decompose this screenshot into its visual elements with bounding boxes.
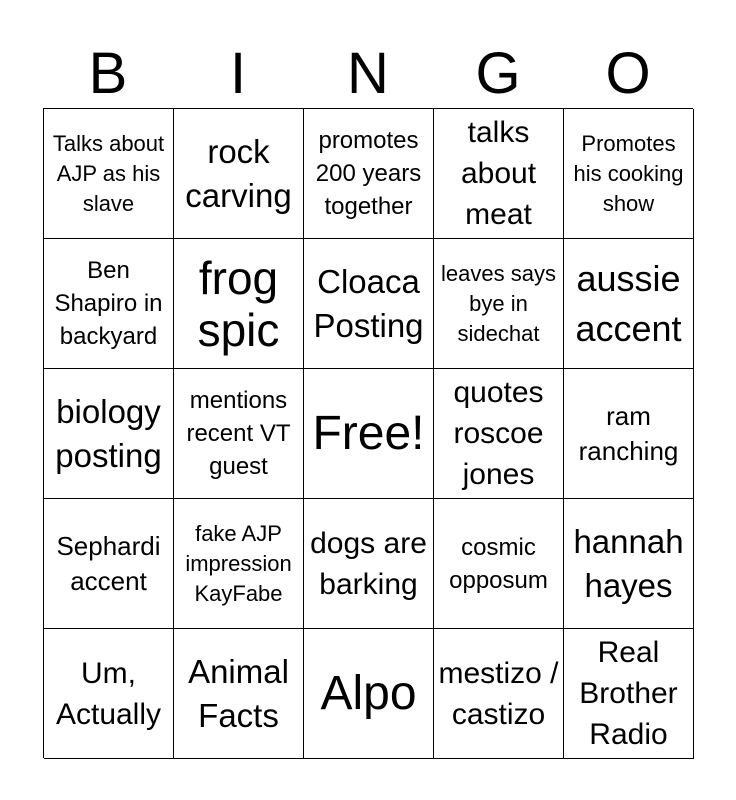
bingo-cell[interactable] [304,239,434,369]
cell-text: mestizo / castizo [438,656,559,731]
bingo-cell[interactable] [174,629,304,759]
cell-text: Alpo [320,666,417,720]
cell-text: Ben Shapiro in backyard [54,257,163,350]
cell-text: quotes roscoe jones [453,376,544,491]
bingo-cell[interactable] [44,629,174,759]
cell-text: dogs are barking [310,526,427,601]
bingo-cell[interactable] [304,629,434,759]
cell-text: Cloaca Posting [313,262,424,344]
cell-text: frog spic [197,251,280,356]
bingo-cell[interactable] [434,109,564,239]
bingo-cell[interactable] [174,109,304,239]
cell-text: ram ranching [578,400,679,466]
bingo-cell[interactable] [174,499,304,629]
cell-text: Free! [312,406,425,460]
cell-text: cosmic opposum [449,533,548,594]
cell-text: rock carving [185,132,292,214]
bingo-header [43,40,693,108]
cell-text: Real Brother Radio [579,636,678,751]
bingo-cell[interactable] [174,369,304,499]
bingo-cell[interactable] [174,239,304,369]
cell-text: Promotes his cooking show [573,130,684,216]
cell-text: Um, Actually [55,656,162,731]
header-letter-b: B [88,41,128,106]
cell-text: talks about meat [460,116,537,231]
bingo-cell[interactable] [304,109,434,239]
cell-text: aussie accent [575,257,682,349]
header-letter-g: G [475,41,521,106]
bingo-cell[interactable] [434,239,564,369]
bingo-cell[interactable] [44,109,174,239]
bingo-cell[interactable] [564,239,694,369]
bingo-cell[interactable] [434,629,564,759]
cell-text: biology posting [55,392,162,474]
cell-text: fake AJP impression KayFabe [185,520,292,606]
bingo-cell[interactable] [434,369,564,499]
bingo-cell[interactable] [434,499,564,629]
bingo-cell[interactable] [564,629,694,759]
bingo-cell[interactable] [564,369,694,499]
bingo-cell[interactable] [44,369,174,499]
bingo-cell[interactable] [44,499,174,629]
header-letter-o: O [605,41,651,106]
cell-text: Talks about AJP as his slave [52,130,165,216]
bingo-board [43,108,693,758]
cell-text: leaves says bye in sidechat [441,260,556,346]
cell-text: hannah hayes [573,522,684,604]
cell-text: mentions recent VT guest [186,387,291,480]
bingo-free-cell[interactable] [304,369,434,499]
bingo-cell[interactable] [304,499,434,629]
cell-text: Sephardi accent [56,530,161,596]
bingo-cell[interactable] [564,499,694,629]
cell-text: promotes 200 years together [315,127,422,220]
header-letter-n: N [347,41,389,106]
bingo-cell[interactable] [564,109,694,239]
bingo-cell[interactable] [44,239,174,369]
header-letter-i: I [229,41,247,106]
cell-text: Animal Facts [188,652,289,734]
